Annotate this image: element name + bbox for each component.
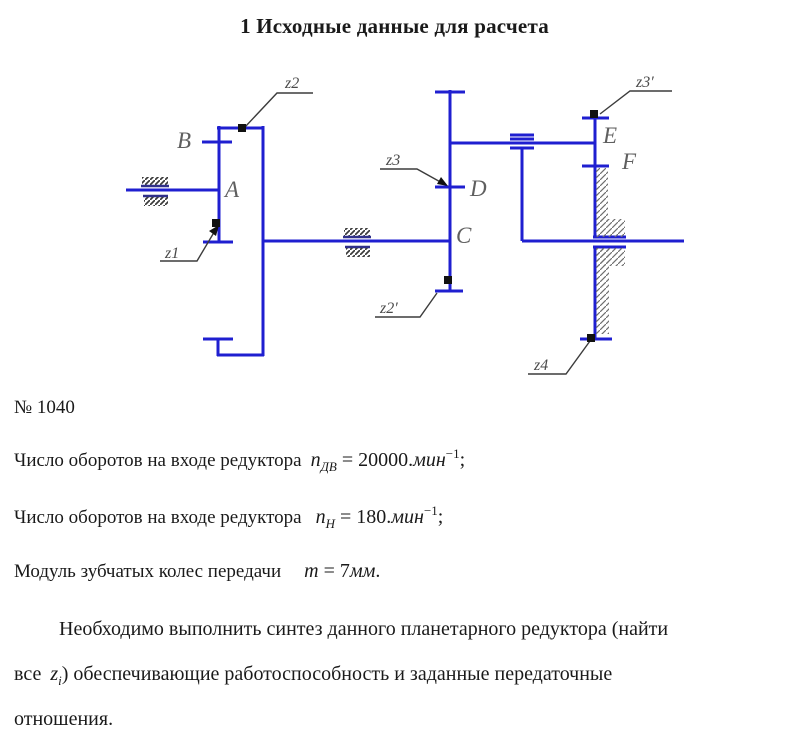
- z2p-marker: [444, 276, 452, 284]
- spec-line-module: [14, 560, 380, 583]
- spec-label: Модуль зубчатых колес передачи: [14, 561, 282, 582]
- bearing-hatch: [142, 177, 168, 185]
- fixed-ring-hatching: [596, 168, 625, 334]
- label-F: F: [622, 149, 637, 174]
- label-D: D: [470, 176, 487, 201]
- task-text: все: [14, 663, 42, 685]
- label-z1: z1: [165, 245, 180, 262]
- ring-hatch-upper-wide: [596, 219, 625, 237]
- document-number: № 1040: [14, 397, 75, 418]
- ring-hatch-lower-narrow: [596, 248, 609, 334]
- z3p-leader: [600, 91, 672, 114]
- z4-marker: [587, 334, 595, 342]
- label-z4: z4: [534, 357, 549, 374]
- left-gear-block: [126, 126, 264, 356]
- task-text: ) обеспечивающие работоспособность и заданные передаточные: [61, 663, 613, 685]
- z2-leader: [245, 93, 313, 127]
- spec-formula: $n_Н = 180.мин^{-1}$;: [315, 503, 444, 531]
- spec-line-input-speed: [14, 446, 466, 474]
- z1-marker: [212, 219, 220, 227]
- label-z3: z3: [386, 152, 401, 169]
- task-text-line-1: Необходимо выполнить синтез данного планетарного редуктора (найти: [59, 618, 669, 640]
- bearing-hatch: [346, 248, 370, 257]
- z-variable: $z_i$: [50, 663, 62, 688]
- point-markers: [212, 110, 598, 342]
- z3p-marker: [590, 110, 598, 118]
- task-text-line-2: [14, 663, 612, 686]
- page-title: 1 Исходные данные для расчета: [240, 14, 549, 38]
- ring-hatch-upper-narrow: [596, 168, 608, 222]
- z3-leader: [380, 169, 444, 184]
- z2-marker: [238, 124, 246, 132]
- bearing-hatch: [344, 228, 370, 236]
- bearing-hatch: [144, 197, 168, 206]
- spec-formula: m = 7мм.: [304, 560, 381, 582]
- label-A: A: [225, 177, 240, 202]
- label-E: E: [603, 123, 618, 148]
- leader-arrowheads: [209, 177, 448, 236]
- label-z3-prime: z3′: [636, 74, 654, 91]
- z3-arrowhead: [437, 177, 448, 186]
- spec-label: Число оборотов на входе редуктора: [14, 450, 302, 471]
- spec-label: Число оборотов на входе редуктора: [14, 507, 302, 528]
- spec-line-output-speed: [14, 503, 444, 531]
- label-C: C: [456, 223, 472, 248]
- label-B: B: [177, 128, 192, 153]
- task-text-line-3: отношения.: [14, 708, 114, 730]
- label-z2: z2: [285, 75, 300, 92]
- label-z2-prime: z2′: [380, 300, 398, 317]
- spec-formula: $n_{ДВ} = 20000.мин^{-1}$;: [310, 446, 466, 474]
